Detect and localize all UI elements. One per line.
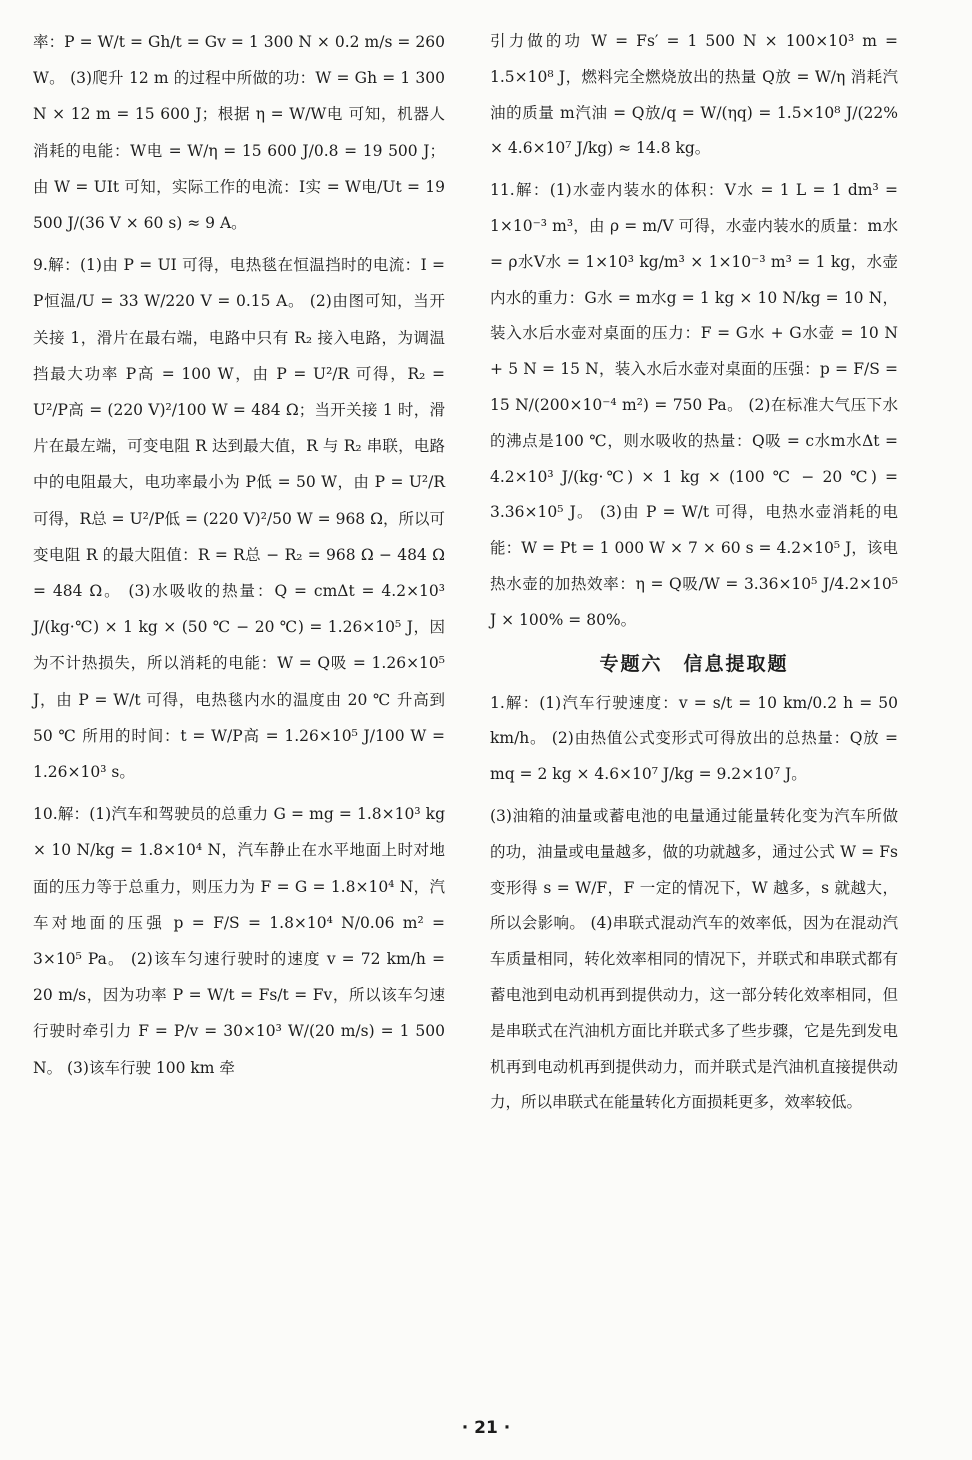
answer-11: 11.解：(1)水壶内装水的体积：V水 = 1 L = 1 dm³ = 1×10⁻³ m³，由 ρ = m/V 可得，水壶内装水的质量：m水 = ρ水V水 = 1×10³ kg/m³ × 1×10⁻³ m³ = 1 kg，水壶内水的重力：G水 = m水g = 1 kg × 10 N/kg = 10 N，装入水后水壶对桌面的压力：F = G水 + G水壶 = 10 N + 5 N = 15 N，装入水后水壶对桌面的压强：p = F/S = 15 N/(200×10⁻⁴ m²) = 750 Pa。 (2)在标准大气压下水的沸点是100 ℃，则水吸收的热量：Q吸 = c水m水Δt = 4.2×10³ J/(kg·℃) × 1 kg × (100 ℃ − 20 ℃) = 3.36×10⁵ J。 (3)由 P = W/t 可得，电热水壶消耗的电能：W = Pt = 1 000 W × 7 × 60 s = 4.2×10⁵ J，该电热水壶的加热效率：η = Q吸/W = 3.36×10⁵ J/4.2×10⁵ J × 100% = 80%。 [490, 181, 898, 629]
answer-1-part-1: 1.解：(1)汽车行驶速度：v = s/t = 10 km/0.2 h = 50 km/h。 (2)由热值公式变形式可得放出的总热量：Q放 = mq = 2 kg × 4.6×10⁷ J/kg = 9.2×10⁷ J。 [490, 693, 898, 784]
answer-1-part-2: (3)油箱的油量或蓄电池的电量通过能量转化变为汽车所做的功，油量或电量越多，做的功就越多，通过公式 W = Fs 变形得 s = W/F，F 一定的情况下，W 越多，s 就越大，所以会影响。 (4)串联式混动汽车的效率低，因为在混动汽车质量相同，转化效率相同的情况下，并联式和串联式都有蓄电池到电动机再到提供动力，这一部分转化效率相同，但是串联式在汽油机方面比并联式多了些步骤，它是先到发电机再到电动机再到提供动力，而并联式是汽油机直接提供动力，所以串联式在能量转化方面损耗更多，效率较低。 [490, 806, 898, 1112]
answer-10-continued: 引力做的功 W = Fs′ = 1 500 N × 100×10³ m = 1.5×10⁸ J，燃料完全燃烧放出的热量 Q放 = W/η 消耗汽油的质量 m汽油 = Q放/q = W/(ηq) = 1.5×10⁸ J/(22% × 4.6×10⁷ J/kg) ≈ 14.8 kg。 [490, 32, 898, 158]
answer-8-continued: 率：P = W/t = Gh/t = Gv = 1 300 N × 0.2 m/s = 260 W。 (3)爬升 12 m 的过程中所做的功：W = Gh = 1 300 N × 12 m = 15 600 J；根据 η = W/W电 可知，机器人消耗的电能：W电 = W/η = 15 600 J/0.8 = 19 500 J；由 W = UIt 可知，实际工作的电流：I实 = W电/Ut = 19 500 J/(36 V × 60 s) ≈ 9 A。 [33, 33, 445, 233]
answer-10: 10.解：(1)汽车和驾驶员的总重力 G = mg = 1.8×10³ kg × 10 N/kg = 1.8×10⁴ N，汽车静止在水平地面上时对地面的压力等于总重力，则压力为 F = G = 1.8×10⁴ N，汽车对地面的压强 p = F/S = 1.8×10⁴ N/0.06 m² = 3×10⁵ Pa。 (2)该车匀速行驶时的速度 v = 72 km/h = 20 m/s，因为功率 P = W/t = Fs/t = Fv，所以该车匀速行驶时牵引力 F = P/v = 30×10³ W/(20 m/s) = 1 500 N。 (3)该车行驶 100 km 牵 [33, 805, 445, 1077]
answer-9: 9.解：(1)由 P = UI 可得，电热毯在恒温挡时的电流：I = P恒温/U = 33 W/220 V = 0.15 A。 (2)由图可知，当开关接 1，滑片在最右端，电路中只有 R₂ 接入电路，为调温挡最大功率 P高 = 100 W，由 P = U²/R 可得，R₂ = U²/P高 = (220 V)²/100 W = 484 Ω；当开关接 1 时，滑片在最左端，可变电阻 R 达到最大值，R 与 R₂ 串联，电路中的电阻最大，电功率最小为 P低 = 50 W，由 P = U²/R 可得，R总 = U²/P低 = (220 V)²/50 W = 968 Ω，所以可变电阻 R 的最大阻值：R = R总 − R₂ = 968 Ω − 484 Ω = 484 Ω。 (3)水吸收的热量：Q = cmΔt = 4.2×10³ J/(kg·℃) × 1 kg × (50 ℃ − 20 ℃) = 1.26×10⁵ J，因为不计热损失，所以消耗的电能：W = Q吸 = 1.26×10⁵ J，由 P = W/t 可得，电热毯内水的温度由 20 ℃ 升高到 50 ℃ 所用的时间：t = W/P高 = 1.26×10⁵ J/100 W = 1.26×10³ s。 [33, 256, 445, 782]
page-number: · 21 · [461, 1418, 511, 1438]
section-title: 专题六 信息提取题 [599, 652, 789, 675]
left-column [33, 24, 445, 1092]
right-column [490, 24, 898, 1127]
